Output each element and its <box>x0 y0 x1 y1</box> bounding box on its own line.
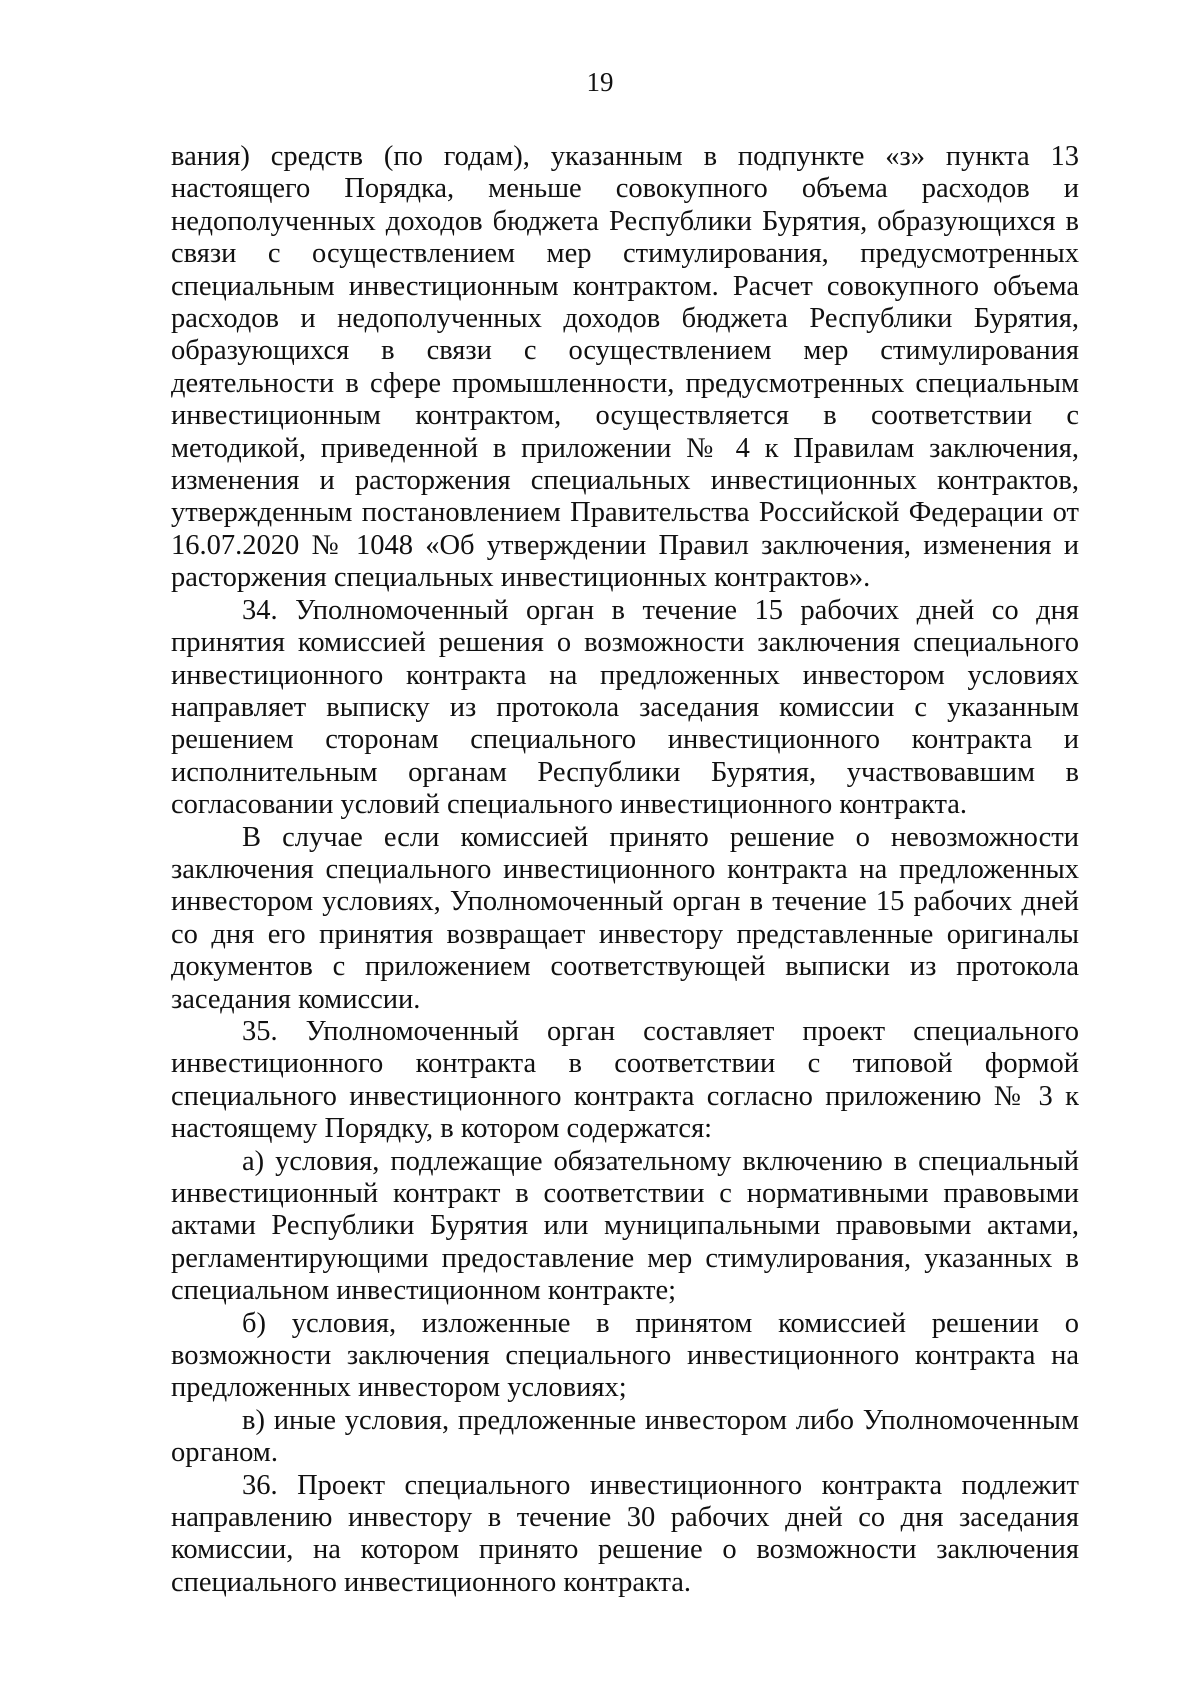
paragraph-35: 35. Уполномоченный орган составляет проект специального инвестиционного контракта в соответствии с типовой формой специального инвестиционного контракта согласно приложению № 3 к настоящему Порядку, в котором содержатся: <box>171 1015 1079 1145</box>
paragraph-35-item-v: в) иные условия, предложенные инвестором либо Уполномоченным органом. <box>171 1404 1079 1469</box>
paragraph-36: 36. Проект специального инвестиционного контракта подлежит направлению инвестору в течение 30 рабочих дней со дня заседания комиссии, на котором принято решение о возможности заключения специального инвестиционного контракта. <box>171 1469 1079 1598</box>
document-body <box>171 141 1079 1599</box>
paragraph-34-refusal: В случае если комиссией принято решение о невозможности заключения специального инвестиционного контракта на предложенных инвестором условиях, Уполномоченный орган в течение 15 рабочих дней со дня его принятия возвращает инвестору представленные оригиналы документов с приложением соответствующей выписки из протокола заседания комиссии. <box>171 821 1079 1015</box>
page-number: 19 <box>586 67 614 97</box>
paragraph-35-item-a: а) условия, подлежащие обязательному включению в специальный инвестиционный контракт в соответствии с нормативными правовыми актами Республики Бурятия или муниципальными правовыми актами, регламентирующими предоставление мер стимулирования, указанных в специальном инвестиционном контракте; <box>171 1145 1079 1307</box>
paragraph-34: 34. Уполномоченный орган в течение 15 рабочих дней со дня принятия комиссией решения о возможности заключения специального инвестиционного контракта на предложенных инвестором условиях направляет выписку из протокола заседания комиссии с указанным решением сторонам специального инвестиционного контракта и исполнительным органам Республики Бурятия, участвовавшим в согласовании условий специального инвестиционного контракта. <box>171 594 1079 821</box>
paragraph-35-item-b: б) условия, изложенные в принятом комиссией решении о возможности заключения специального инвестиционного контракта на предложенных инвестором условиях; <box>171 1307 1079 1404</box>
paragraph-continuation: вания) средств (по годам), указанным в подпункте «з» пункта 13 настоящего Порядка, меньше совокупного объема расходов и недополученных доходов бюджета Республики Бурятия, образующихся в связи с осуществлением мер стимулирования, предусмотренных специальным инвестиционным контрактом. Расчет совокупного объема расходов и недополученных доходов бюджета Республики Бурятия, образующихся в связи с осуществлением мер стимулирования деятельности в сфере промышленности, предусмотренных специальным инвестиционным контрактом, осуществляется в соответствии с методикой, приведенной в приложении № 4 к Правилам заключения, изменения и расторжения специальных инвестиционных контрактов, утвержденным постановлением Правительства Российской Федерации от 16.07.2020 № 1048 «Об утверждении Правил заключения, изменения и расторжения специальных инвестиционных контрактов». <box>171 141 1079 594</box>
